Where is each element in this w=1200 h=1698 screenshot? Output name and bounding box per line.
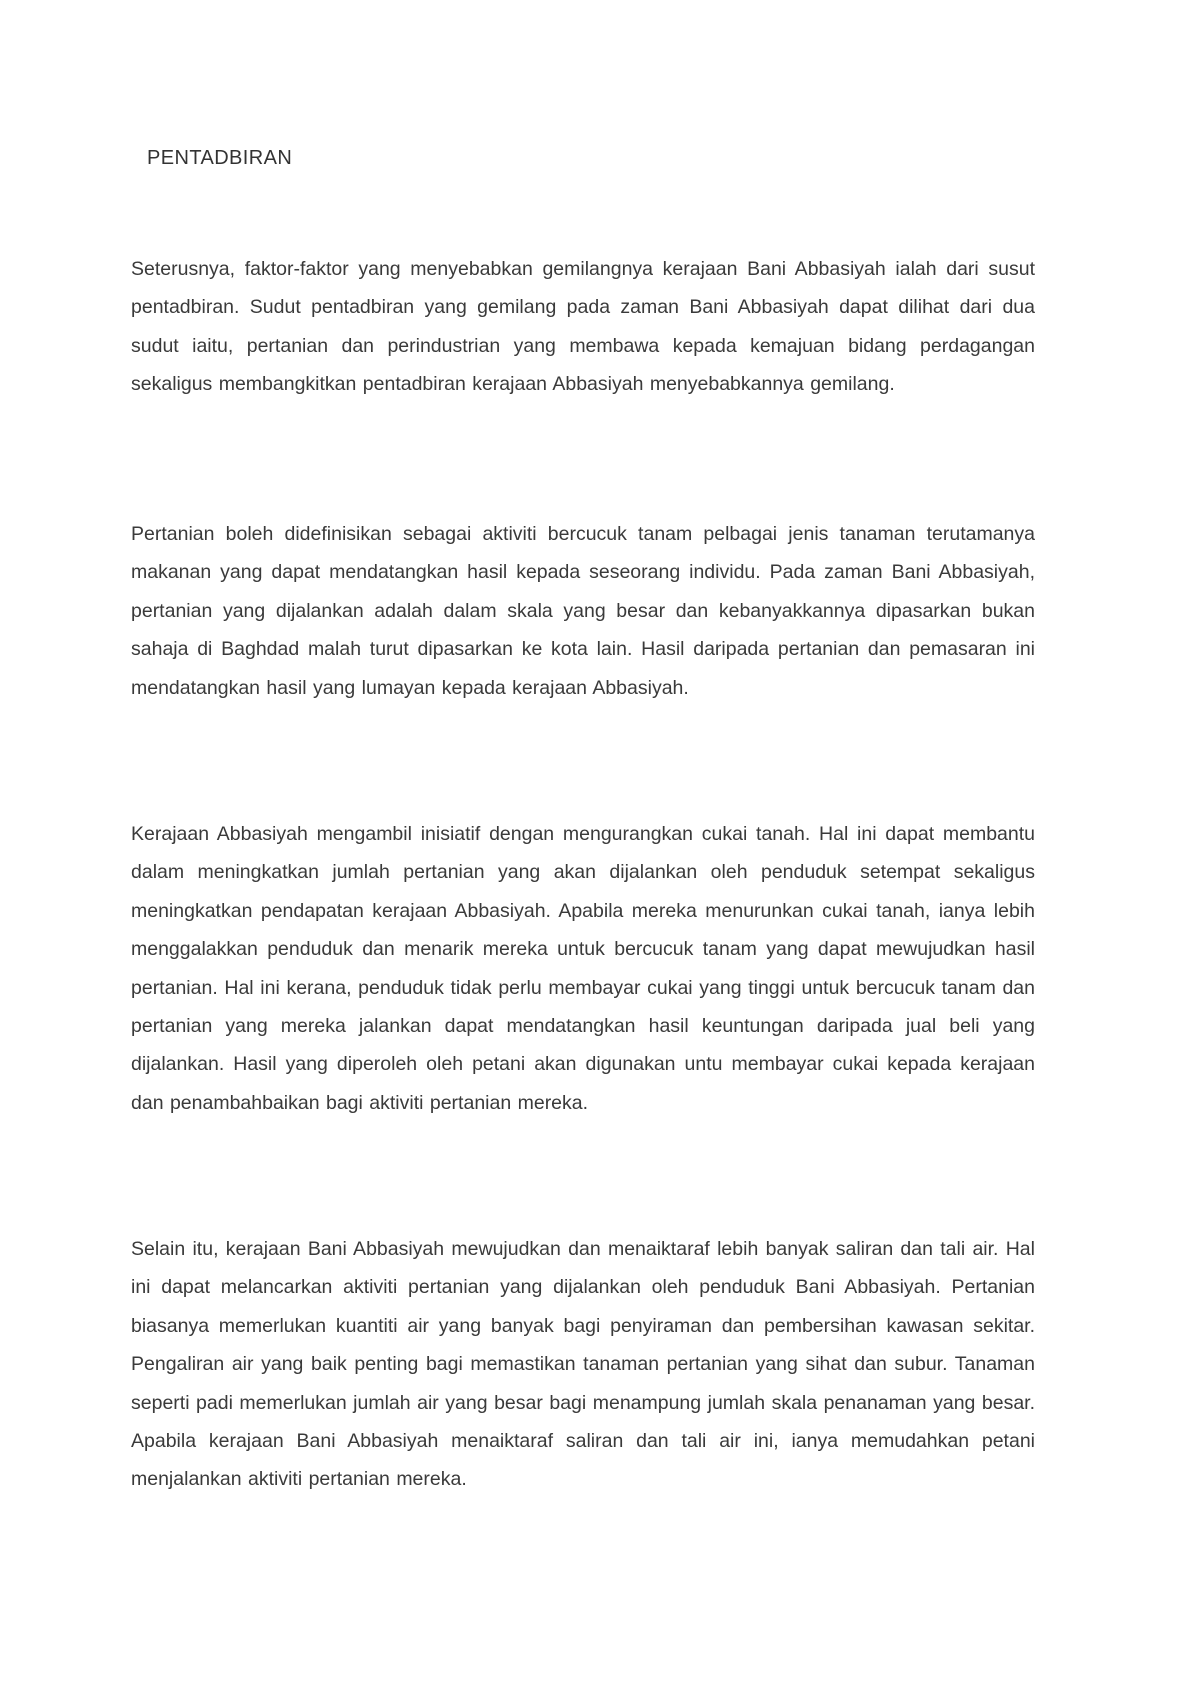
paragraph-1: Seterusnya, faktor-faktor yang menyebabkan gemilangnya kerajaan Bani Abbasiyah ialah dari susut pentadbiran. Sudut pentadbiran yang gemilang pada zaman Bani Abbasiyah dapat dilihat dari dua sudut iaitu, pertanian dan perindustrian yang membawa kepada kemajuan bidang perdagangan sekaligus membangkitkan pentadbiran kerajaan Abbasiyah menyebabkannya gemilang. [131,258,1035,396]
paragraph-4: Selain itu, kerajaan Bani Abbasiyah mewujudkan dan menaiktaraf lebih banyak saliran dan tali air. Hal ini dapat melancarkan aktiviti pertanian yang dijalankan oleh penduduk Bani Abbasiyah. Pertanian biasanya memerlukan kuantiti air yang banyak bagi penyiraman dan pembersihan kawasan sekitar. Pengaliran air yang baik penting bagi memastikan tanaman pertanian yang sihat dan subur. Tanaman seperti padi memerlukan jumlah air yang besar bagi menampung jumlah skala penanaman yang besar. Apabila kerajaan Bani Abbasiyah menaiktaraf saliran dan tali air ini, ianya memudahkan petani menjalankan aktiviti pertanian mereka. [131,1238,1035,1491]
paragraph-3: Kerajaan Abbasiyah mengambil inisiatif dengan mengurangkan cukai tanah. Hal ini dapat membantu dalam meningkatkan jumlah pertanian yang akan dijalankan oleh penduduk setempat sekaligus meningkatkan pendapatan kerajaan Abbasiyah. Apabila mereka menurunkan cukai tanah, ianya lebih menggalakkan penduduk dan menarik mereka untuk bercucuk tanam yang dapat mewujudkan hasil pertanian. Hal ini kerana, penduduk tidak perlu membayar cukai yang tinggi untuk bercucuk tanam dan pertanian yang mereka jalankan dapat mendatangkan hasil keuntungan daripada jual beli yang dijalankan. Hasil yang diperoleh oleh petani akan digunakan untu membayar cukai kepada kerajaan dan penambahbaikan bagi aktiviti pertanian mereka. [131,823,1035,1114]
paragraph-2: Pertanian boleh didefinisikan sebagai aktiviti bercucuk tanam pelbagai jenis tanaman terutamanya makanan yang dapat mendatangkan hasil kepada seseorang individu. Pada zaman Bani Abbasiyah, pertanian yang dijalankan adalah dalam skala yang besar dan kebanyakkannya dipasarkan bukan sahaja di Baghdad malah turut dipasarkan ke kota lain. Hasil daripada pertanian dan pemasaran ini mendatangkan hasil yang lumayan kepada kerajaan Abbasiyah. [131,523,1035,699]
document-heading: PENTADBIRAN [147,147,293,169]
